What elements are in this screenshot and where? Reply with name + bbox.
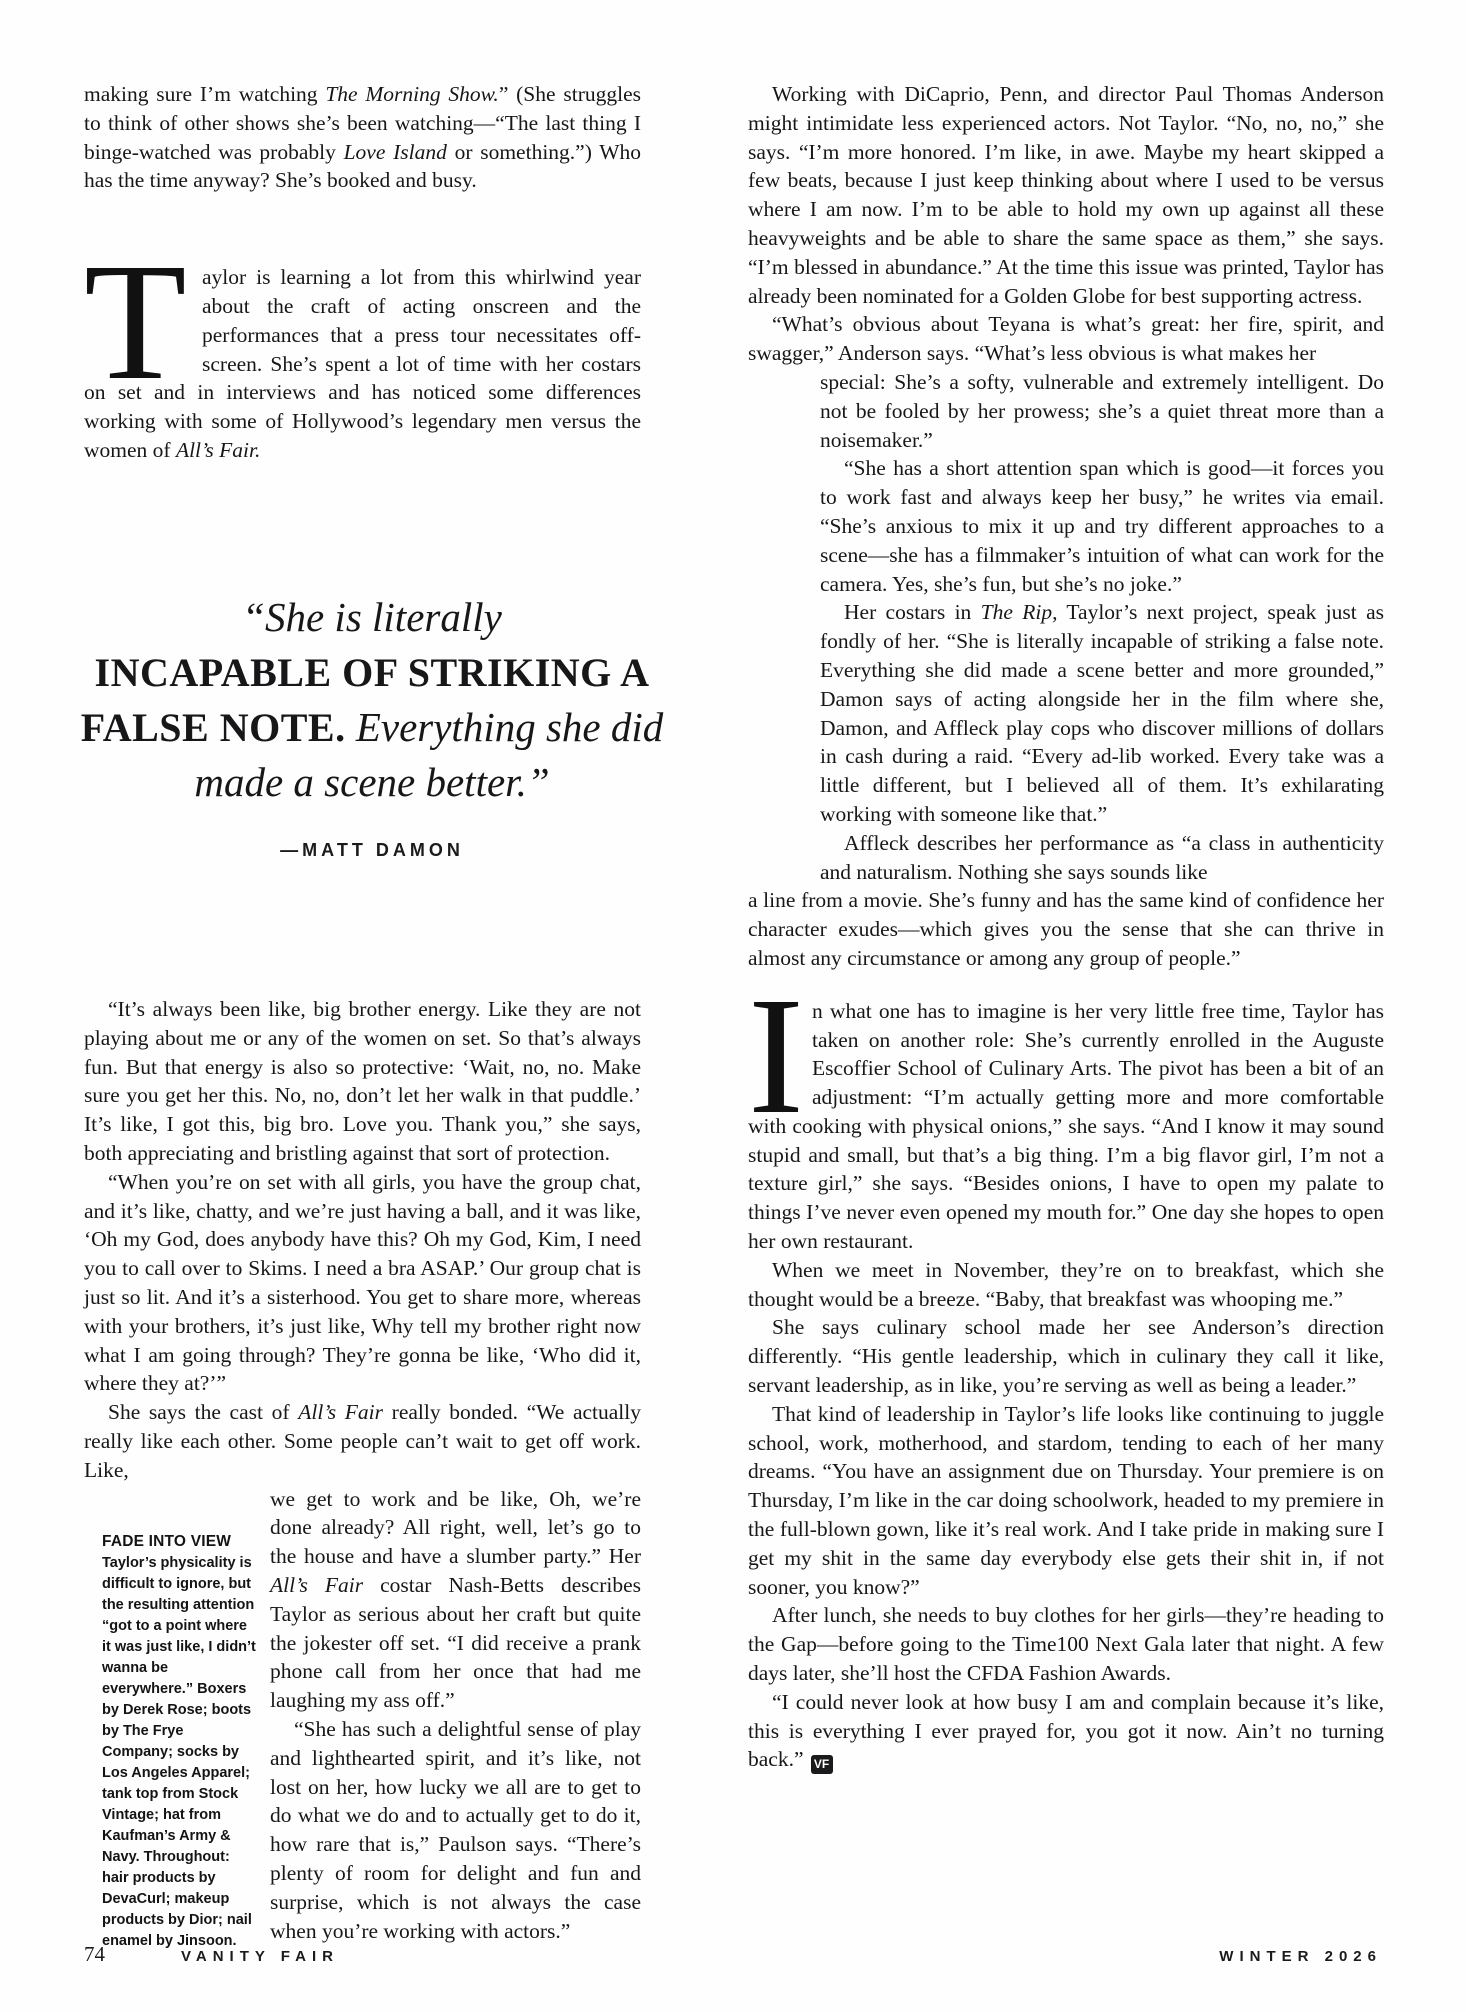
paragraph: Her costars in The Rip, Taylor’s next project, speak just as fondly of her. “She is literally incapable of striking a false note. Everything she did made a scene better and more grounded,” Damon says of acting alongside her in the film where she, Damon, and Affleck play cops who discover millions of dollars in cash during a raid. “Every ad-lib worked. Every take was a little different, but I believed all of them. It’s exhilarating working with someone like that.” bbox=[820, 600, 1384, 826]
pull-quote-attribution: —MATT DAMON bbox=[280, 840, 464, 860]
paragraph: She says culinary school made her see Anderson’s direction differently. “His gentle leadership, which in culinary they call it like, servant leadership, as in like, you’re serving as well as being a leader.” bbox=[748, 1315, 1384, 1398]
right-column bbox=[748, 80, 1384, 1774]
left-column-top bbox=[84, 80, 641, 465]
paragraph: special: She’s a softy, vulnerable and extremely intelligent. Do not be fooled by her prowess; she’s a quiet threat more than a noisemaker.” bbox=[820, 369, 1384, 452]
paragraph: “She has a short attention span which is good—it forces you to work fast and always keep her busy,” he writes via email. “She’s anxious to mix it up and try different approaches to a scene—she has a filmmaker’s intuition of what can work for the camera. Yes, she’s fun, but she’s no joke.” bbox=[820, 456, 1384, 596]
paragraph: “What’s obvious about Teyana is what’s great: her fire, spirit, and swagger,” Anderson says. “What’s less obvious is what makes her bbox=[748, 312, 1384, 366]
magazine-name: VANITY FAIR bbox=[181, 1948, 339, 1965]
paragraph: we get to work and be like, Oh, we’re done already? All right, well, let’s go to the house and have a slumber party.” Her All’s Fair costar Nash-Betts describes Taylor as serious about her craft but quite the jokester off set. “I did receive a prank phone call from her once that had me laughing my ass off.” bbox=[270, 1486, 641, 1713]
sidebar-wrap-row bbox=[84, 1485, 641, 1952]
paragraph: Working with DiCaprio, Penn, and director Paul Thomas Anderson might intimidate less experienced actors. Not Taylor. “No, no, no,” she says. “I’m more honored. I’m like, in awe. Maybe my heart skipped a few beats, because I just keep thinking about where I used to be versus where I am now. I’m to be able to hold my own up against all these heavyweights and be able to share the same space as them,” she says. “I’m blessed in abundance.” At the time this issue was printed, Taylor has already been nominated for a Golden Globe for best supporting actress. bbox=[748, 82, 1384, 308]
vf-end-mark-icon: VF bbox=[811, 1755, 833, 1774]
pull-quote-line-4: made a scene better.” bbox=[194, 759, 550, 805]
paragraph: a line from a movie. She’s funny and has the same kind of confidence her character exudes—which gives you the sense that she can thrive in almost any circumstance or among any group of people.” bbox=[748, 888, 1384, 970]
paragraph: “When you’re on set with all girls, you have the group chat, and it’s like, chatty, and we’re just having a ball, and it was like, ‘Oh my God, does anybody have this? Oh my God, Kim, I need you to call over to Skims. I need a bra ASAP.’ Our group chat is just so lit. And it’s a sisterhood. You get to share more, whereas with your brothers, it’s just like, Why tell my brother right now what I am going through? They’re gonna be like, ‘Who did it, where they at?’” bbox=[84, 1169, 641, 1396]
paragraph: After lunch, she needs to buy clothes for her girls—they’re heading to the Gap—before going to the Time100 Next Gala later that night. A few days later, she’ll host the CFDA Fashion Awards. bbox=[748, 1603, 1384, 1686]
paragraph: That kind of leadership in Taylor’s life looks like continuing to juggle school, work, motherhood, and stardom, tending to each of her many dreams. “You have an assignment due on Thursday. Your premiere is on Thursday, I’m like in the car doing schoolwork, headed to my premiere in the full-blown gown, like it’s real work. And I take pride in making sure I get my shit in the same day everybody else gets their shit in, if not sooner, you know?” bbox=[748, 1401, 1384, 1599]
issue-label: WINTER 2026 bbox=[1219, 1948, 1382, 1965]
fashion-credits-sidebar bbox=[84, 1485, 256, 1952]
pull-quote-line-3: FALSE NOTE. Everything she did bbox=[80, 704, 664, 750]
closing-paragraph: “I could never look at how busy I am and complain because it’s like, this is everything I ever prayed for, you got it now. Ain’t no turning back.” VF bbox=[748, 1688, 1384, 1775]
page-footer bbox=[84, 1942, 1382, 1967]
pull-quote-line-2: INCAPABLE OF STRIKING A bbox=[94, 650, 650, 695]
sidebar-heading: FADE INTO VIEW bbox=[102, 1532, 232, 1550]
paragraph: Affleck describes her performance as “a class in authenticity and naturalism. Nothing she says sounds like bbox=[820, 830, 1384, 884]
drop-cap-t: T bbox=[84, 229, 187, 416]
left-column-bottom bbox=[84, 995, 641, 1952]
paragraph: “She has such a delightful sense of play and lighthearted spirit, and it’s like, not lost on her, how lucky we all are to get to do what we do and to actually get to do it, how rare that is,” Paulson says. “There’s plenty of room for delight and fun and surprise, which is not always the case when you’re working with actors.” bbox=[270, 1716, 641, 1943]
pull-quote-line-1: “She is literally bbox=[242, 594, 502, 640]
paragraph: She says the cast of All’s Fair really bonded. “We actually really like each other. Some people can’t wait to get off work. Like, bbox=[84, 1400, 641, 1482]
dropcap-paragraph: In what one has to imagine is her very little free time, Taylor has taken on another role: She’s currently enrolled in the Auguste Escoffier School of Culinary Arts. The pivot has been a bit of an adjustment: “I’m actually getting more and more comfortable with cooking with physical onions,” she says. “And I know it may sound stupid and small, but that’s a big thing. I’m a big flavor girl, I’m not a texture girl,” she says. “Besides onions, I have to open my palate to things I’ve never even opened my mouth for.” One day she hopes to open her own restaurant. bbox=[748, 962, 1384, 1254]
opening-paragraph: making sure I’m watching The Morning Show.” (She struggles to think of other shows she’s been watching—“The last thing I binge-watched was probably Love Island or something.”) Who has the time anyway? She’s booked and busy. bbox=[84, 82, 641, 193]
dropcap-paragraph: Taylor is learning a lot from this whirlwind year about the craft of acting onscreen and the performances that a press tour necessitates off-screen. She’s spent a lot of time with her costars on set and in interviews and has noticed some differences working with some of Hollywood’s legendary men versus the women of All’s Fair. bbox=[84, 229, 641, 462]
narrow-text-block bbox=[270, 1485, 641, 1946]
sidebar-body: Taylor’s physicality is difficult to ignore, but the resulting attention “got to a point where it was just like, I didn’t wanna be everywhere.” Boxers by Derek Rose; boots by The Frye Company; socks by Los Angeles Apparel; tank top from Stock Vintage; hat from Kaufman’s Army & Navy. Throughout: hair products by DevaCurl; makeup products by Dior; nail enamel by Jinsoon. bbox=[102, 1554, 256, 1949]
paragraph: When we meet in November, they’re on to breakfast, which she thought would be a breeze. “Baby, that breakfast was whooping me.” bbox=[748, 1257, 1384, 1311]
paragraph: “It’s always been like, big brother energy. Like they are not playing about me or any of the women on set. So that’s always fun. But that energy is also so protective: ‘Wait, no, no. Make sure you get her this. No, no, don’t let her walk in that puddle.’ It’s like, I got this, big bro. Love you. Thank you,” she says, both appreciating and bristling against that sort of protection. bbox=[84, 997, 641, 1165]
drop-cap-i: I bbox=[748, 962, 804, 1149]
page-number: 74 bbox=[84, 1942, 105, 1966]
pull-quote bbox=[66, 590, 678, 861]
indented-text-block bbox=[820, 368, 1384, 886]
